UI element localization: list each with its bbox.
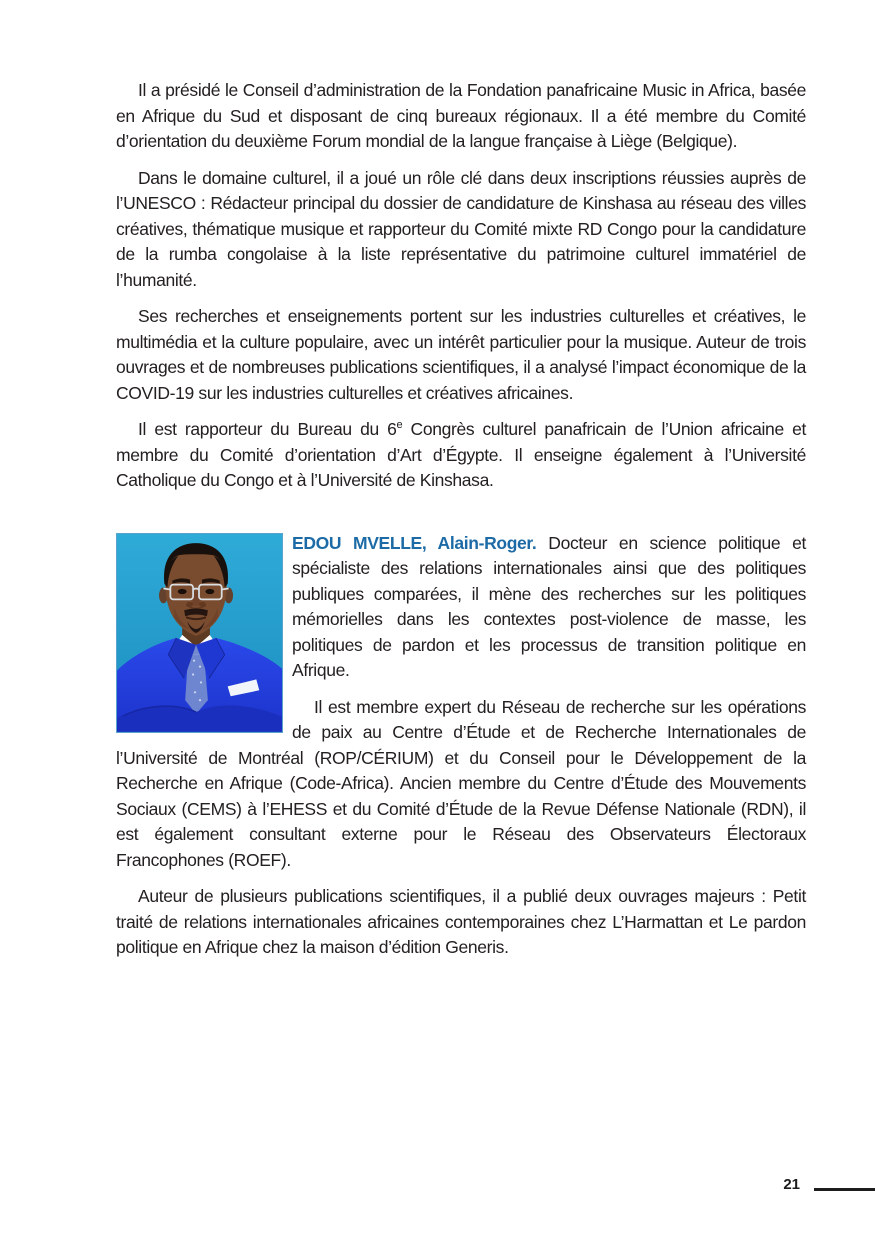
bio-paragraph-reseaux: Il est membre expert du Réseau de recherche sur les opérations de paix au Centre d’Étude et de Recherche Internationales de l’Université de Montréal (ROP/CÉRIUM) et du Conseil pour le Développement de la Recherche en Afrique (Code-Africa). Ancien membre du Centre d’Étude des Mouvements Sociaux (CEMS) à l’EHESS et du Comité d’Étude de la Revue Défense Nationale (RDN), il est également consultant externe pour le Réseau des Observateurs Électoraux Francophones (ROEF). — [116, 696, 806, 870]
paragraph-congres-start: Il est rapporteur du Bureau du 6 — [138, 419, 397, 439]
paragraph-recherches: Ses recherches et enseignements portent sur les industries culturelles et créatives, le multimédia et la culture populaire, avec un intérêt particulier pour la musique. Auteur de trois ouvrages et de nombreuses publications scientifiques, il a analysé l’impact économique de la COVID-19 sur les industries culturelles et créatives africaines. — [116, 306, 806, 403]
paragraph-congres — [116, 417, 806, 494]
portrait-illustration — [117, 534, 282, 732]
bio-intro-text: Docteur en science politique et spécialiste des relations internationales ainsi que des politiques publiques comparées, il mène des recherches sur les politiques mémorielles dans les contextes post-violence de masse, les politiques de pardon et les processus de transition politique en Afrique. — [292, 532, 807, 680]
bio-section — [116, 531, 806, 972]
ordinal-superscript: e — [396, 419, 403, 432]
bio-person-name: EDOU MVELLE, Alain-Roger. — [292, 532, 537, 553]
page-number: 21 — [783, 1176, 800, 1193]
paragraph-music-in-africa: Il a présidé le Conseil d’administration de la Fondation panafricaine Music in Africa, basée en Afrique du Sud et disposant de cinq bureaux régionaux. Il a été membre du Comité d’orientation du deuxième Forum mondial de la langue française à Liège (Belgique). — [116, 80, 806, 151]
footer-rule — [814, 1188, 875, 1191]
page-footer — [783, 1176, 875, 1194]
paragraph-unesco: Dans le domaine culturel, il a joué un rôle clé dans deux inscriptions réussies auprès de l’UNESCO : Rédacteur principal du dossier de candidature de Kinshasa au réseau des villes créatives, thématique musique et rapporteur du Comité mixte RD Congo pour la candidature de la rumba congolaise à la liste représentative du patrimoine culturel immatériel de l’humanité. — [116, 167, 806, 290]
paragraph-congres-end: Congrès culturel panafricain de l’Union africaine et membre du Comité d’orientation d’Art d’Égypte. Il enseigne également à l’Université Catholique du Congo et à l’Université de Kinshasa. — [116, 419, 806, 490]
bio-paragraph-publications: Auteur de plusieurs publications scientifiques, il a publié deux ouvrages majeurs : Petit traité de relations internationales africaines contemporaines chez L’Harmattan et Le pardon politique en Afrique chez la maison d’édition Generis. — [116, 886, 806, 957]
text-block — [116, 78, 806, 972]
portrait-photo — [116, 533, 283, 733]
